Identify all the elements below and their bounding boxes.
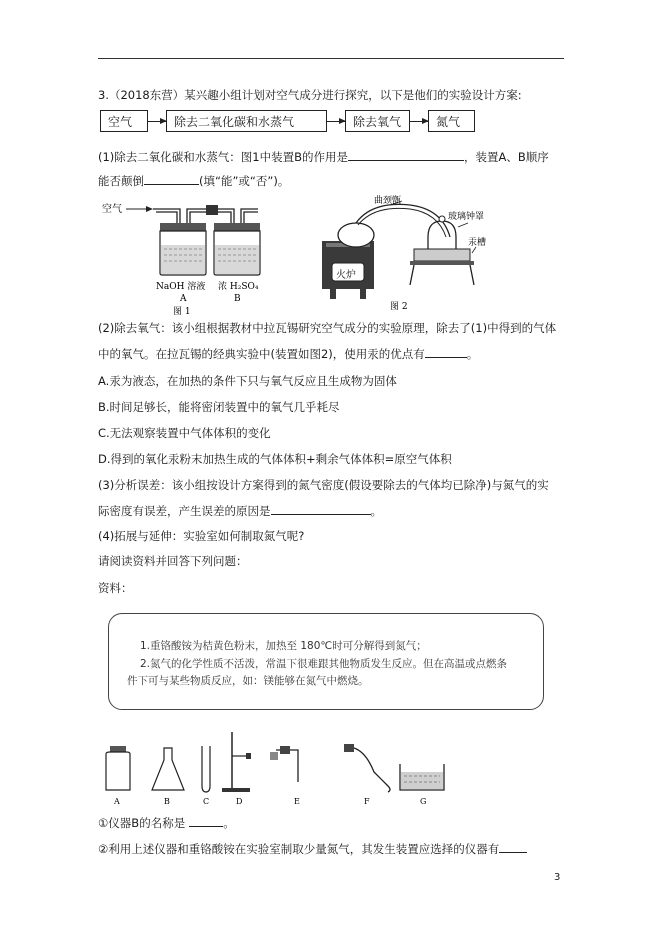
answer-blank-3[interactable] bbox=[425, 345, 467, 358]
page-number: 3 bbox=[554, 872, 561, 883]
apparatus-label-c: C bbox=[203, 797, 210, 806]
option-c: C.无法观察装置中气体体积的变化 bbox=[98, 426, 271, 440]
apparatus-label-f: F bbox=[364, 797, 370, 806]
fig2-label-retort: 曲颈甑 bbox=[374, 196, 402, 206]
answer-blank-1[interactable] bbox=[348, 148, 464, 161]
fig1-bottle-a bbox=[160, 223, 206, 275]
fig1-label-naoh: NaOH 溶液 bbox=[156, 282, 206, 292]
answer-blank-5[interactable] bbox=[189, 814, 223, 827]
flow-step-air: 空气 bbox=[100, 110, 148, 132]
apparatus-g-trough bbox=[400, 764, 444, 790]
material-line-2: 2.氮气的化学性质不活泼，常温下很难跟其他物质发生反应。但在高温或点燃条 bbox=[140, 658, 508, 670]
option-b: B.时间足够长，能将密闭装置中的氧气几乎耗尽 bbox=[98, 400, 340, 414]
fig2-retort bbox=[338, 204, 450, 247]
flow-step-remove-o2: 除去氧气 bbox=[345, 110, 410, 132]
option-a: A.汞为液态，在加热的条件下只与氧气反应且生成物为固体 bbox=[98, 374, 397, 388]
fig1-air-label: 空气 bbox=[102, 204, 122, 215]
flow-arrow-3 bbox=[410, 121, 428, 122]
apparatus-label-e: E bbox=[294, 797, 300, 806]
apparatus-figure bbox=[98, 724, 478, 810]
flow-step-nitrogen: 氮气 bbox=[428, 110, 475, 132]
part3-line2: 际密度有误差，产生误差的原因是 。 bbox=[98, 504, 382, 518]
apparatus-b-conical-flask bbox=[152, 748, 184, 790]
part4-title: (4)拓展与延伸：实验室如何制取氮气呢? bbox=[98, 529, 305, 543]
answer-blank-6[interactable] bbox=[499, 840, 527, 853]
apparatus-c-test-tube bbox=[202, 746, 210, 792]
option-d: D.得到的氧化汞粉末加热生成的气体体积+剩余气体体积=原空气体积 bbox=[98, 452, 452, 466]
apparatus-f-delivery-tube bbox=[344, 744, 390, 792]
fig2-caption: 图 2 bbox=[390, 302, 408, 312]
header-rule bbox=[98, 58, 564, 59]
part2-line2: 中的氧气。在拉瓦锡的经典实验中(装置如图2)，使用汞的优点有 。 bbox=[98, 347, 479, 361]
material-label: 资料： bbox=[98, 581, 133, 595]
fig2-label-bell-jar: 玻璃钟罩 bbox=[448, 212, 485, 222]
figure-2-lavoisier-apparatus bbox=[310, 193, 490, 318]
answer-blank-4[interactable] bbox=[271, 502, 371, 515]
question-intro: 3.（2018东营）某兴趣小组计划对空气成分进行探究，以下是他们的实验设计方案: bbox=[98, 88, 522, 102]
fig1-label-b: B bbox=[234, 294, 241, 304]
fig2-trough bbox=[410, 249, 474, 285]
sub-question-2: ②利用上述仪器和重铬酸铵在实验室制取少量氮气，其发生装置应选择的仪器有 bbox=[98, 840, 527, 857]
fig1-label-a: A bbox=[180, 294, 187, 304]
fig2-label-furnace: 火炉 bbox=[336, 270, 356, 281]
read-prompt: 请阅读资料并回答下列问题： bbox=[98, 554, 248, 568]
material-line-1: 1.重铬酸铵为桔黄色粉末，加热至 180℃时可分解得到氮气； bbox=[140, 640, 427, 652]
fig1-bottle-b bbox=[214, 223, 260, 275]
apparatus-label-d: D bbox=[236, 797, 243, 806]
part1-line1: (1)除去二氧化碳和水蒸气：图1中装置B的作用是 ，装置A、B顺序 bbox=[98, 150, 549, 164]
fig1-rubber-connector bbox=[206, 205, 218, 215]
part2-line1: (2)除去氧气：该小组根据教材中拉瓦锡研究空气成分的实验原理，除去了(1)中得到的气体 bbox=[98, 321, 557, 335]
apparatus-label-a: A bbox=[114, 797, 120, 806]
flow-arrow-2 bbox=[327, 121, 345, 122]
apparatus-a-bottle bbox=[106, 746, 130, 790]
apparatus-label-b: B bbox=[164, 797, 170, 806]
part1-line2: 能否颠倒 (填“能”或“否”)。 bbox=[98, 174, 290, 188]
flow-arrow-1 bbox=[148, 121, 166, 122]
sub-question-1: ①仪器B的名称是 。 bbox=[98, 816, 235, 830]
flow-step-remove-co2-h2o: 除去二氧化碳和水蒸气 bbox=[166, 110, 327, 132]
apparatus-e-stopper-tube bbox=[270, 746, 298, 782]
fig1-label-h2so4: 浓 H₂SO₄ bbox=[218, 282, 259, 292]
part3-line1: (3)分析误差：该小组按设计方案得到的氮气密度(假设要除去的气体均已除净)与氮气的实 bbox=[98, 478, 549, 492]
apparatus-d-iron-stand bbox=[222, 732, 251, 792]
figure-1-gas-washing-bottles bbox=[98, 193, 273, 318]
answer-blank-2[interactable] bbox=[144, 172, 199, 185]
fig1-caption: 图 1 bbox=[173, 307, 191, 317]
fig2-furnace bbox=[322, 241, 374, 299]
material-line-3: 件下可与某些物质反应，如：镁能够在氮气中燃烧。 bbox=[127, 675, 369, 687]
apparatus-label-g: G bbox=[420, 797, 427, 806]
fig2-label-trough: 汞槽 bbox=[468, 238, 487, 248]
